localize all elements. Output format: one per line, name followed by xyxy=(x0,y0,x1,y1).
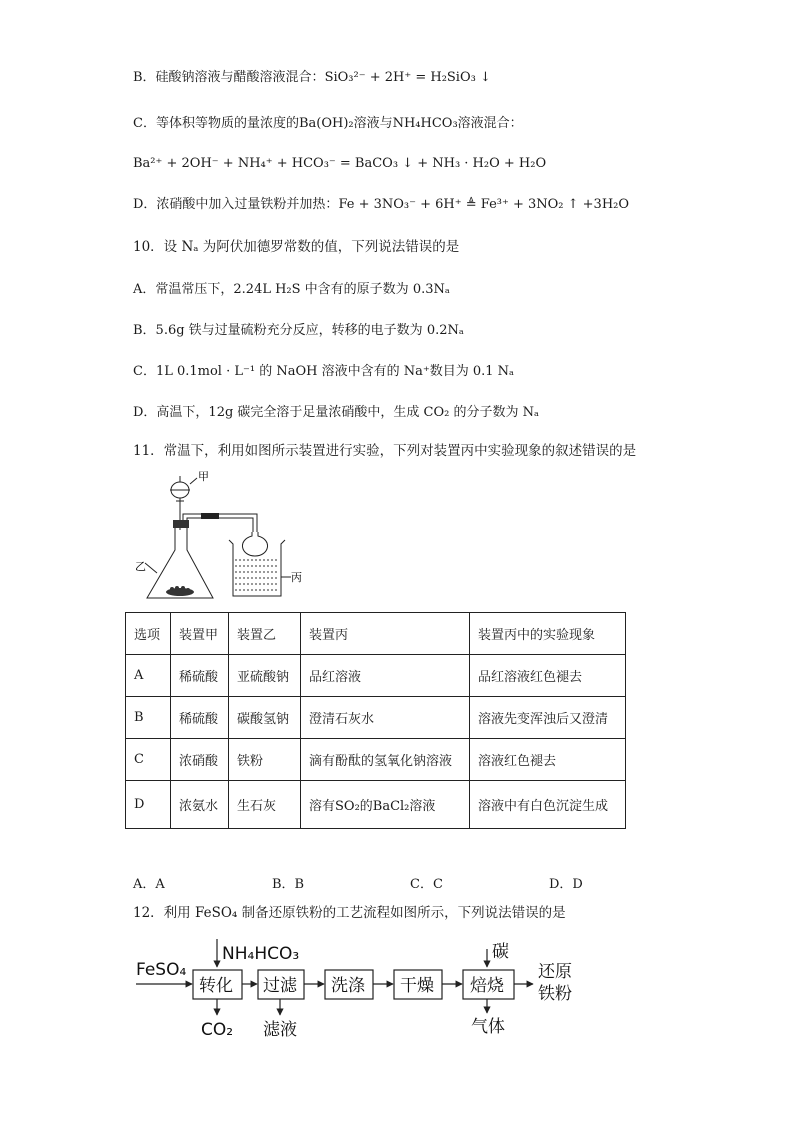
table-row xyxy=(126,655,626,697)
step-drying: 干燥 xyxy=(400,976,434,996)
table-header-cell: 选项 xyxy=(126,613,171,655)
table-cell: 溶液中有白色沉淀生成 xyxy=(470,781,626,829)
flask-stopper xyxy=(173,520,189,528)
table-cell: 溶液先变浑浊后又澄清 xyxy=(470,697,626,739)
apparatus-diagram xyxy=(125,470,325,610)
table-cell: 溶液红色褪去 xyxy=(470,739,626,781)
table-cell: 生石灰 xyxy=(229,781,301,829)
rubber-joint xyxy=(201,513,219,519)
flow-input-feso4: FeSO₄ xyxy=(136,960,187,980)
q9-option-d-equation: Fe + 3NO₃⁻ + 6H⁺ ≜ Fe³⁺ + 3NO₂ ↑ +3H₂O xyxy=(338,197,630,212)
flow-carbon: 碳 xyxy=(492,942,509,962)
table-header-row xyxy=(126,613,626,655)
q11-choice-a[interactable]: A．A xyxy=(133,877,165,892)
table-cell: A xyxy=(126,655,171,697)
step-roasting: 焙烧 xyxy=(470,976,504,996)
table-header-cell: 装置甲 xyxy=(171,613,229,655)
step-washing: 洗涤 xyxy=(331,976,365,996)
table-header-cell: 装置乙 xyxy=(229,613,301,655)
q10-option-d: D．高温下，12g 碳完全溶于足量浓硝酸中，生成 CO₂ 的分子数为 Nₐ xyxy=(133,405,540,420)
q11-choice-d[interactable]: D．D xyxy=(549,877,583,892)
beaker xyxy=(229,540,285,596)
flow-gas: 气体 xyxy=(471,1017,505,1037)
flow-output-co2: CO₂ xyxy=(201,1020,234,1040)
q11-choice-c[interactable]: C．C xyxy=(410,877,443,892)
table-cell: B xyxy=(126,697,171,739)
step-conversion: 转化 xyxy=(199,976,233,996)
step-filtration: 过滤 xyxy=(263,976,297,996)
q10-option-c: C．1L 0.1mol · L⁻¹ 的 NaOH 溶液中含有的 Na⁺数目为 0.1 Nₐ xyxy=(133,364,515,379)
q12-stem: 12．利用 FeSO₄ 制备还原铁粉的工艺流程如图所示，下列说法错误的是 xyxy=(133,905,566,921)
flow-product-line2: 铁粉 xyxy=(538,984,572,1004)
table-row xyxy=(126,781,626,829)
q9-option-c: C．等体积等物质的量浓度的Ba(OH)₂溶液与NH₄HCO₃溶液混合： xyxy=(133,116,523,131)
label-jia: 甲 xyxy=(198,470,209,483)
table-cell: 溶有SO₂的BaCl₂溶液 xyxy=(301,781,470,829)
conical-flask xyxy=(147,528,213,598)
q10-option-b: B．5.6g 铁与过量硫粉充分反应，转移的电子数为 0.2Nₐ xyxy=(133,323,464,338)
label-yi: 乙 xyxy=(135,560,146,573)
table-cell: 稀硫酸 xyxy=(171,655,229,697)
flow-reagent-nh4hco3: NH₄HCO₃ xyxy=(222,944,300,964)
table-cell: 碳酸氢钠 xyxy=(229,697,301,739)
beaker-liquid xyxy=(235,560,279,590)
table-cell: 品红溶液红色褪去 xyxy=(470,655,626,697)
flask-solid xyxy=(166,586,194,596)
table-cell: 品红溶液 xyxy=(301,655,470,697)
delivery-tube xyxy=(183,514,257,532)
table-cell: D xyxy=(126,781,171,829)
table-cell: 澄清石灰水 xyxy=(301,697,470,739)
label-bing: 丙 xyxy=(291,571,302,584)
table-header-cell: 装置丙 xyxy=(301,613,470,655)
table-cell: 稀硫酸 xyxy=(171,697,229,739)
q11-stem: 11．常温下，利用如图所示装置进行实验，下列对装置丙中实验现象的叙述错误的是 xyxy=(133,443,637,459)
process-flow-diagram xyxy=(130,935,600,1045)
q9-option-b xyxy=(133,69,491,87)
q11-choice-b[interactable]: B．B xyxy=(272,877,305,892)
table-cell: 亚硫酸钠 xyxy=(229,655,301,697)
q9-option-b-equation: SiO₃²⁻ + 2H⁺ = H₂SiO₃ ↓ xyxy=(324,70,491,85)
table-cell: 浓硝酸 xyxy=(171,739,229,781)
q9-option-d xyxy=(133,196,629,214)
table-row xyxy=(126,739,626,781)
q9-option-b-text: B．硅酸钠溶液与醋酸溶液混合： xyxy=(133,70,325,85)
q10-option-a: A．常温常压下，2.24L H₂S 中含有的原子数为 0.3Nₐ xyxy=(133,282,450,297)
q11-options-table xyxy=(125,612,626,829)
flow-output-filtrate: 滤液 xyxy=(263,1020,297,1040)
q9-option-d-text: D．浓硝酸中加入过量铁粉并加热： xyxy=(133,197,339,212)
table-cell: 浓氨水 xyxy=(171,781,229,829)
inverted-funnel xyxy=(242,532,267,556)
q9-option-c-equation: Ba²⁺ + 2OH⁻ + NH₄⁺ + HCO₃⁻ = BaCO₃ ↓ + NH₃ · H₂O + H₂O xyxy=(133,156,547,171)
table-cell: 铁粉 xyxy=(229,739,301,781)
table-cell: C xyxy=(126,739,171,781)
table-header-cell: 装置丙中的实验现象 xyxy=(470,613,626,655)
flow-product-line1: 还原 xyxy=(538,962,572,982)
table-row xyxy=(126,697,626,739)
q10-stem: 10．设 Nₐ 为阿伏加德罗常数的值，下列说法错误的是 xyxy=(133,239,460,255)
table-cell: 滴有酚酞的氢氧化钠溶液 xyxy=(301,739,470,781)
